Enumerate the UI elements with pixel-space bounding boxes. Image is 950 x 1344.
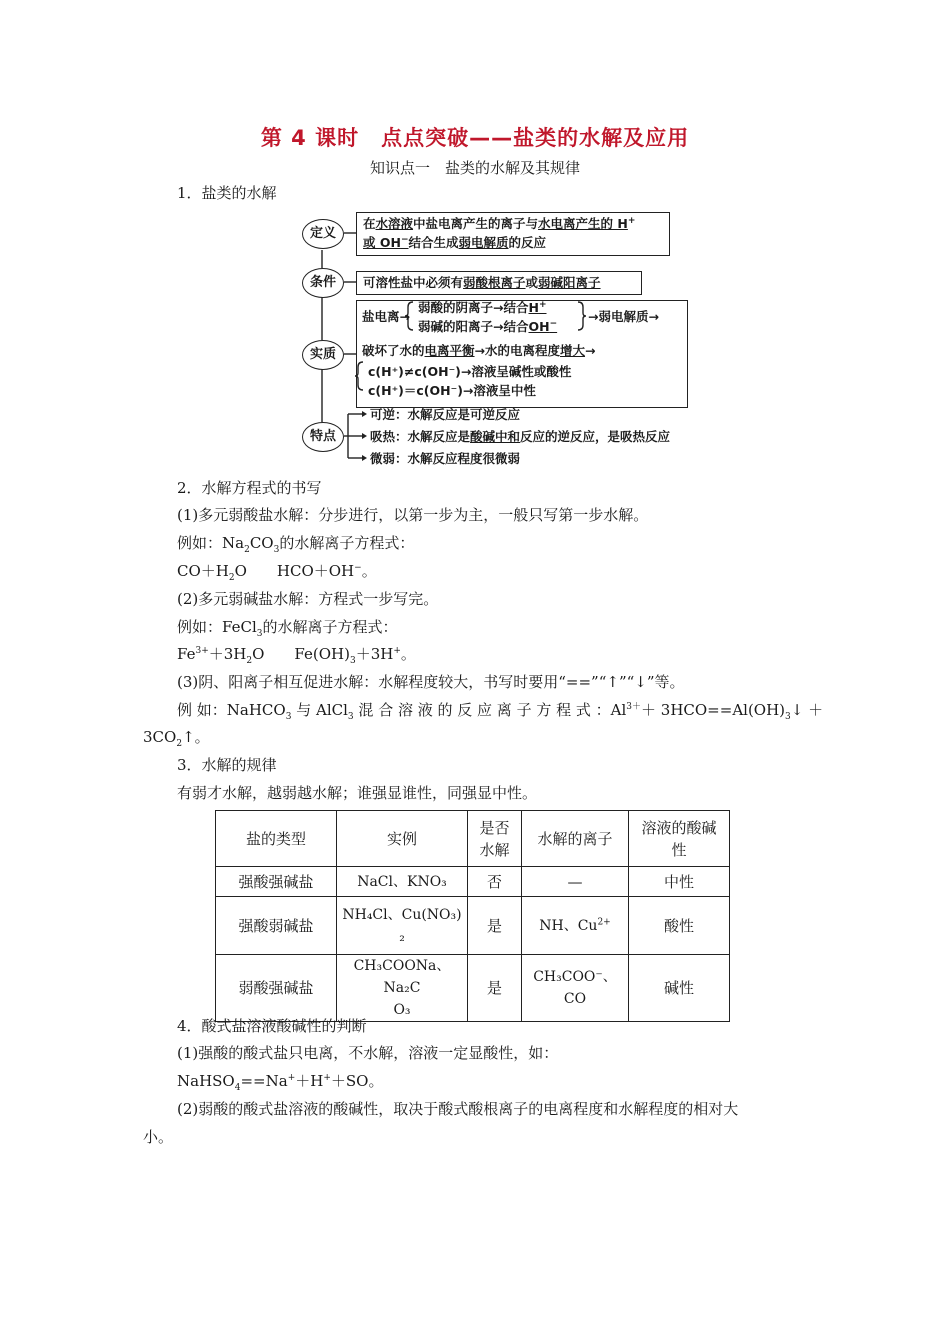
- table-row: [216, 955, 730, 1022]
- table-cell: 强酸强碱盐: [216, 867, 337, 897]
- table-cell: —: [522, 867, 629, 897]
- table-cell: 是: [468, 955, 522, 1022]
- hydrolysis-rule-table: [215, 810, 730, 1022]
- feature-reversible: 可逆：水解反应是可逆反应: [370, 407, 521, 422]
- paragraph: (2)多元弱碱盐水解：方程式一步写完。: [177, 590, 439, 608]
- page-title: 第 4 课时 点点突破——盐类的水解及应用: [260, 126, 690, 150]
- definition-box: 在水溶液中盐电离产生的离子与水电离产生的 H+ 或 OH−结合生成弱电解质的反应: [356, 212, 670, 256]
- heading-4: 4．酸式盐溶液酸碱性的判断: [177, 1017, 367, 1035]
- table-cell: 酸性: [629, 897, 730, 955]
- essence-acid-base: c(H⁺)≠c(OH⁻)→溶液呈碱性或酸性: [368, 364, 572, 379]
- section-heading: 知识点一 盐类的水解及其规律: [369, 159, 580, 177]
- paragraph: 小。: [143, 1128, 174, 1146]
- paragraph: (1)强酸的酸式盐只电离，不水解，溶液一定显酸性，如：: [177, 1044, 559, 1062]
- heading-2: 2．水解方程式的书写: [177, 479, 322, 497]
- table-row: [216, 897, 730, 955]
- table-cell: 中性: [629, 867, 730, 897]
- table-cell: NH₄Cl、Cu(NO₃) ₂: [337, 897, 468, 955]
- essence-equilibrium: 破坏了水的电离平衡→水的电离程度增大→: [362, 343, 596, 358]
- feature-endothermic: 吸热：水解反应是酸碱中和反应的逆反应，是吸热反应: [370, 429, 671, 444]
- table-cell: NaCl、KNO₃: [337, 867, 468, 897]
- paragraph: $3CO_2↑$。: [143, 728, 210, 749]
- paragraph: 例如：FeCl$_3$的水解离子方程式：: [177, 618, 398, 639]
- hydrolysis-concept-diagram: [300, 210, 690, 472]
- node-feature: 特点: [302, 422, 344, 452]
- paragraph: (1)多元弱酸盐水解：分步进行，以第一步为主，一般只写第一步水解。: [177, 506, 649, 524]
- condition-box: 可溶性盐中必须有弱酸根离子或弱碱阳离子: [356, 271, 642, 295]
- equation: $CO+H_2O$ HCO＋OH−。: [177, 562, 377, 583]
- equation: NaHSO$_4$==Na+＋H+＋SO。: [177, 1072, 384, 1093]
- table-cell: 是: [468, 897, 522, 955]
- heading-3: 3．水解的规律: [177, 756, 277, 774]
- node-condition: 条件: [302, 268, 344, 298]
- paragraph: 例 如：NaHCO$_3$ 与 AlCl$_3$ 混 合 溶 液 的 反 应 离 子 方 程 式 ：$Al^{3+}+$ $3HCO==Al(OH)_3↓$ ＋: [177, 701, 824, 722]
- table-header-cell: 溶液的酸碱 性: [629, 811, 730, 867]
- table-header-cell: 水解的离子: [522, 811, 629, 867]
- node-essence: 实质: [302, 340, 344, 370]
- table-header-cell: 实例: [337, 811, 468, 867]
- table-header-row: [216, 811, 730, 867]
- paragraph: 例如：$Na_2CO_3$的水解离子方程式：: [177, 534, 415, 555]
- table-cell: NH、$Cu^{2+}$: [522, 897, 629, 955]
- table-header-cell: 是否 水解: [468, 811, 522, 867]
- paragraph: (3)阴、阳离子相互促进水解：水解程度较大，书写时要用“==”“↑”“↓”等。: [177, 673, 685, 691]
- essence-neutral: c(H⁺)＝c(OH⁻)→溶液呈中性: [368, 383, 536, 398]
- paragraph: 有弱才水解，越弱越水解；谁强显谁性，同强显中性。: [177, 784, 538, 802]
- table-header-cell: 盐的类型: [216, 811, 337, 867]
- table-cell: 否: [468, 867, 522, 897]
- node-definition: 定义: [302, 219, 344, 249]
- essence-weak-electrolyte: →弱电解质→: [588, 309, 659, 324]
- heading-1: 1．盐类的水解: [177, 184, 277, 202]
- table-cell: 强酸弱碱盐: [216, 897, 337, 955]
- table-cell: 弱酸强碱盐: [216, 955, 337, 1022]
- table-cell: CH₃COONa、Na₂C O₃: [337, 955, 468, 1022]
- table-cell: CH₃COO⁻、CO: [522, 955, 629, 1022]
- essence-weak-acid: 弱酸的阴离子→结合H+: [418, 299, 547, 315]
- table-row: [216, 867, 730, 897]
- equation: $Fe^{3+}+3H_2O$ $Fe(OH)_3+3H^+$。: [177, 645, 416, 666]
- paragraph: (2)弱酸的酸式盐溶液的酸碱性，取决于酸式酸根离子的电离程度和水解程度的相对大: [177, 1100, 739, 1118]
- feature-weak: 微弱：水解反应程度很微弱: [370, 451, 521, 466]
- essence-weak-base: 弱碱的阳离子→结合OH−: [418, 318, 558, 334]
- table-cell: 碱性: [629, 955, 730, 1022]
- essence-ionization: 盐电离→: [362, 309, 410, 324]
